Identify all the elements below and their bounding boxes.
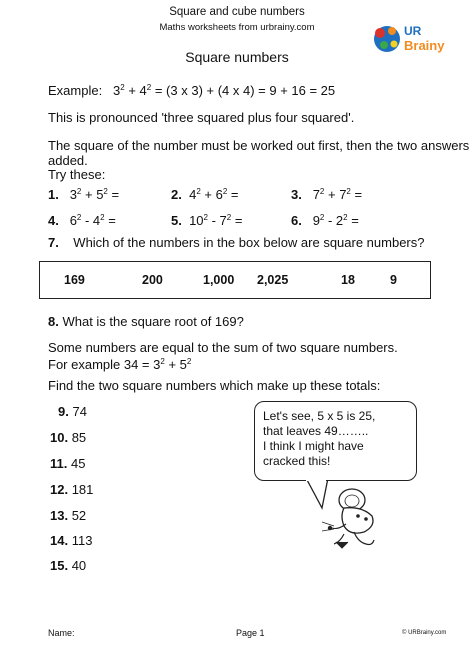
question-1: 1. $3^2 + 5^2$ = (48, 187, 120, 202)
question-6: 6. $9^2 - 2^2$ = (291, 213, 359, 228)
find-instruction: Find the two square numbers which make up these totals: (48, 378, 381, 393)
example-line: Example: $3^2 + 4^2 = (3$ x 3) + (4 x 4) = 9 + 16 = 25 (48, 83, 336, 98)
name-label: Name: (48, 628, 75, 638)
page-number: Page 1 (236, 628, 265, 638)
question-8: 8. What is the square root of 169? (48, 314, 244, 329)
instruction-line-2: added. (48, 153, 88, 168)
question-4: 4. $6^2 - 4^2$ = (48, 213, 116, 228)
question-7: 7. Which of the numbers in the box below are square numbers? (48, 235, 425, 250)
box-number: 1,000 (203, 273, 235, 287)
box-number: 9 (390, 273, 397, 287)
number-box (39, 261, 431, 299)
question-2: 2. $4^2 + 6^2$ = (171, 187, 239, 202)
pronounced-text: This is pronounced 'three squared plus four squared'. (48, 110, 355, 125)
copyright: © URBrainy.com (402, 630, 447, 636)
box-number: 169 (64, 273, 85, 287)
example-label: Example: (48, 83, 103, 98)
speech-bubble (254, 401, 417, 481)
try-these-label: Try these: (48, 167, 106, 182)
box-number: 2,025 (257, 273, 289, 287)
page-title: Square numbers (185, 49, 289, 65)
logo-text-top: UR (404, 24, 422, 38)
total-item: 9. 74 (58, 404, 87, 419)
question-5: 5. $10^2 - 7^2$ = (171, 213, 243, 228)
logo-text-bottom: Brainy (404, 38, 445, 53)
total-item: 14. 113 (50, 533, 93, 548)
total-item: 11. 45 (50, 456, 86, 471)
box-number: 18 (341, 273, 355, 287)
speech-bubble-text: Let's see, 5 x 5 is 25, that leaves 49…….. I think I might have cracked this! (263, 409, 376, 468)
sum-line-1: Some numbers are equal to the sum of two square numbers. (48, 340, 398, 355)
worksheet-title: Square and cube numbers (169, 6, 305, 18)
sum-line-2: For example $34 = 3^2 + 5^2$ (48, 357, 192, 372)
total-item: 10. 85 (50, 430, 87, 445)
total-item: 12. 181 (50, 482, 94, 497)
instruction-line-1: The square of the number must be worked out first, then the two answers (48, 138, 470, 153)
total-item: 13. 52 (50, 508, 87, 523)
question-3: 3. $7^2 + 7^2$ = (291, 187, 363, 202)
total-item: 15. 40 (50, 558, 87, 573)
worksheet-subtitle: Maths worksheets from urbrainy.com (159, 22, 315, 33)
box-number: 200 (142, 273, 163, 287)
mouse-character-icon (314, 486, 404, 552)
